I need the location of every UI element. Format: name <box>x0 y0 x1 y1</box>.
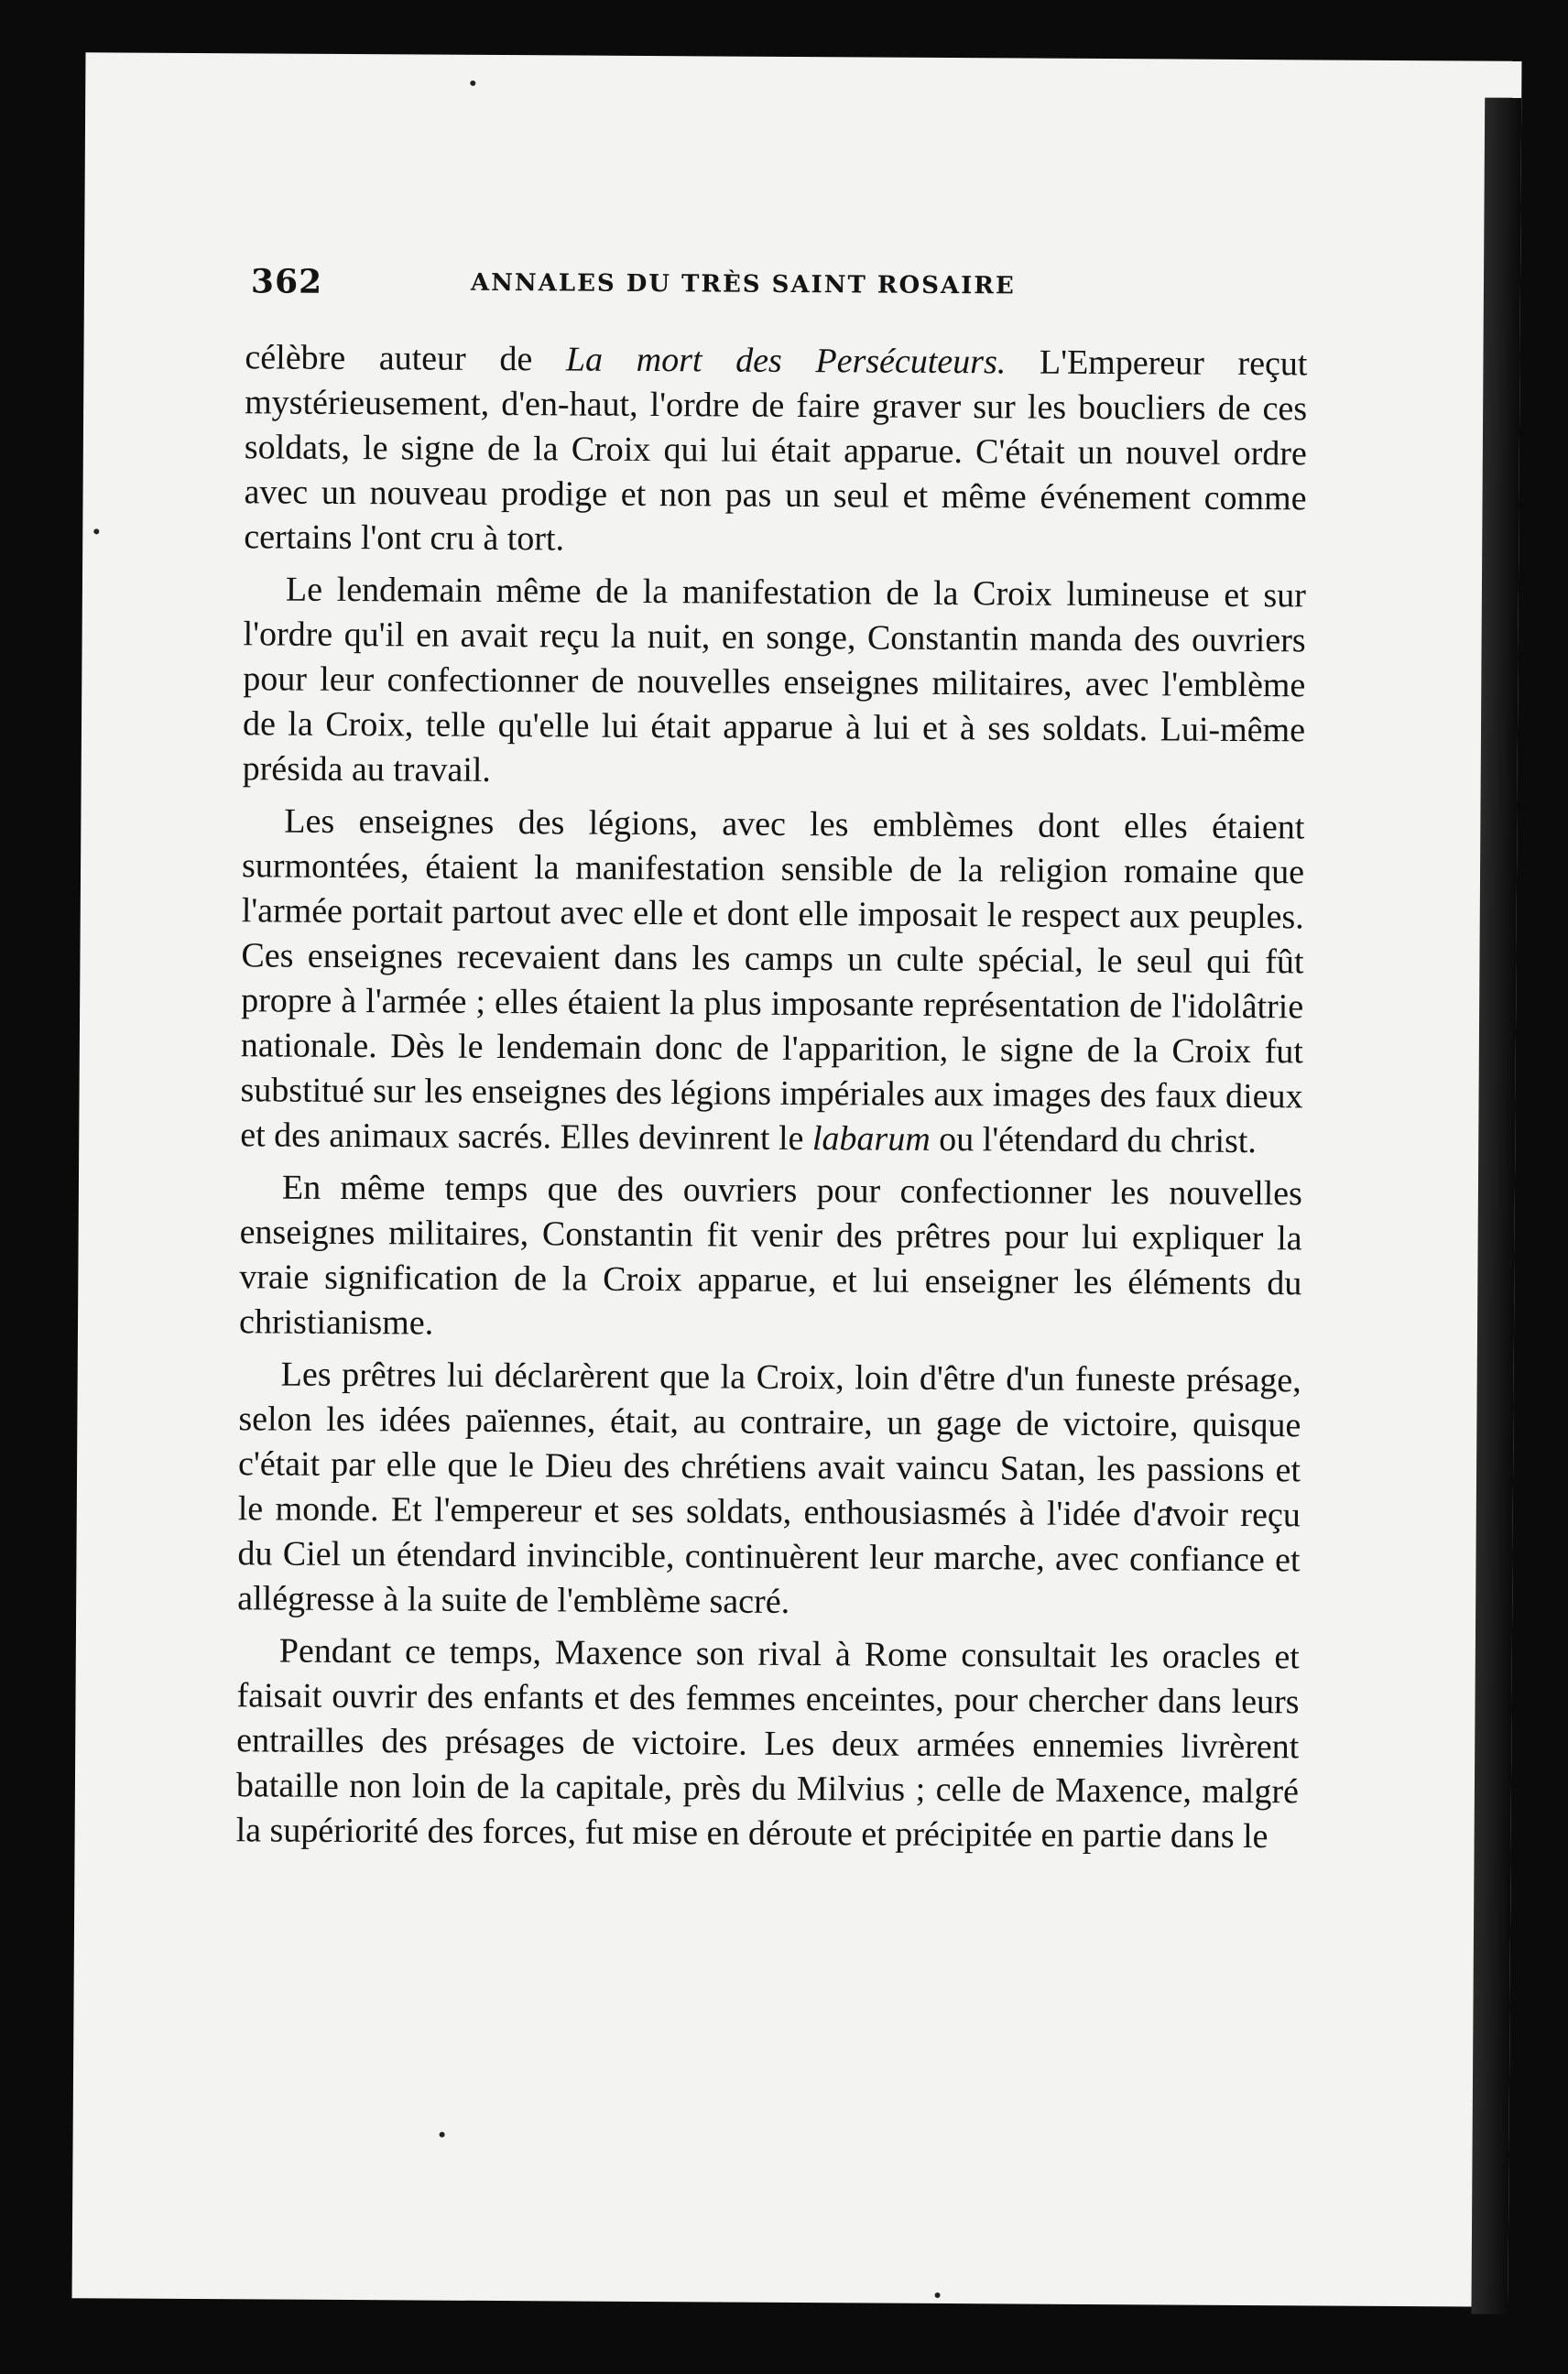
paragraph-text: Les enseignes des légions, avec les emblèmes dont elles étaient surmontées, étaient la manifestation sensible de la religion romaine que l'armée portait partout avec elle et dont elle imposait le respect aux peuples. Ces enseignes recevaient dans les camps un culte spécial, le seul qui fût propre à l'armée ; elles étaient la plus imposante représentation de l'idolâtrie nationale. Dès le lendemain donc de l'apparition, le signe de la Croix fut substitué sur les enseignes des légions impériales aux images des faux dieux et des animaux sacrés. Elles devinrent le <box>240 801 1305 1159</box>
paragraph-2: Le lendemain même de la manifestation de la Croix lumineuse et sur l'ordre qu'il en avait reçu la nuit, en songe, Constantin manda des ouvriers pour leur confectionner de nouvelles enseignes militaires, avec l'emblème de la Croix, telle qu'elle lui était apparue à lui et à ses soldats. Lui-même présida au travail. <box>242 570 1307 790</box>
paragraph-text: ou l'étendard du christ. <box>930 1119 1258 1161</box>
paragraph-5: Les prêtres lui déclarèrent que la Croix, loin d'être d'un funeste présage, selon les idées païennes, était, au contraire, un gage de victoire, quisque c'était par elle que le Dieu des chrétiens avait vaincu Satan, les passions et le monde. Et l'empereur et ses soldats, enthousiasmés à l'idée d'avoir reçu du Ciel un étendard invincible, continuèrent leur marche, avec confiance et allégresse à la suite de l'emblème sacré. <box>237 1355 1301 1621</box>
labarum-italic: labarum <box>811 1119 931 1159</box>
running-head <box>245 262 1308 332</box>
page-number: 362 <box>250 262 323 301</box>
page-content <box>235 262 1308 1867</box>
book-page <box>72 52 1522 2307</box>
scan-specks <box>86 52 1522 61</box>
paragraph-text: L'Empereur reçut mystérieusement, d'en-haut, l'ordre de faire graver sur les boucliers de ces soldats, le signe de la Croix qui lui était apparue. C'était un nouvel ordre avec un nouveau prodige et non pas un seul et même événement comme certains l'ont cru à tort. <box>244 343 1308 559</box>
paragraph-1 <box>244 335 1307 566</box>
page-gutter-shadow <box>1471 98 1521 2314</box>
paragraph-4: En même temps que des ouvriers pour confectionner les nouvelles enseignes militaires, Constantin fit venir des prêtres pour lui expliquer la vraie signification de la Croix apparue, et lui enseigner les éléments du christianisme. <box>238 1168 1303 1343</box>
paragraph-text: célèbre auteur de <box>245 338 567 379</box>
paragraph-3 <box>240 799 1304 1164</box>
running-title: ANNALES DU TRÈS SAINT ROSAIRE <box>470 268 1016 300</box>
paragraph-6: Pendant ce temps, Maxence son rival à Rome consultait les oracles et faisait ouvrir des enfants et des femmes enceintes, pour chercher dans leurs entrailles des présages de victoire. Les deux armées ennemies livrèrent bataille non loin de la capitale, près du Milvius ; celle de Maxence, malgré la supériorité des forces, fut mise en déroute et précipitée en partie dans le <box>235 1631 1300 1857</box>
book-title-italic: La mort des Persécuteurs. <box>565 340 1007 382</box>
